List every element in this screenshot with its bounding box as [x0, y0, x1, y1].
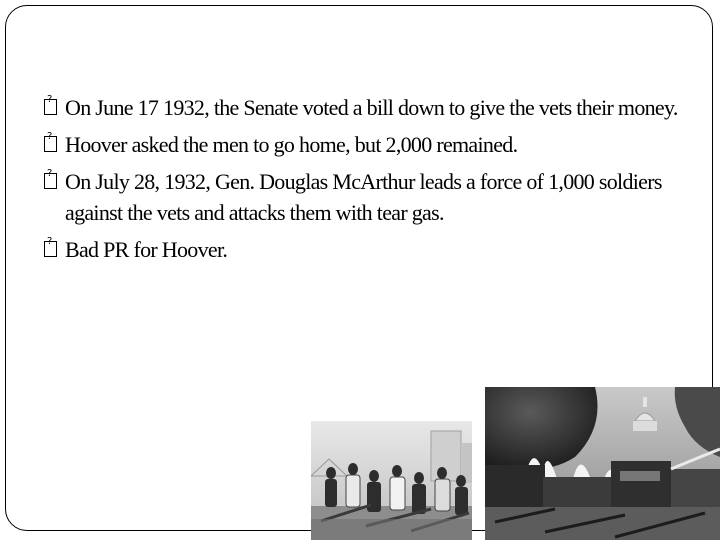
- bullet-text: Hoover asked the men to go home, but 2,000 remained.: [65, 132, 518, 157]
- burning-camp-photo: [485, 387, 720, 540]
- bullet-box-icon: [44, 136, 57, 152]
- bullet-box-icon: [44, 99, 57, 115]
- bullet-text: On July 28, 1932, Gen. Douglas McArthur leads a force of 1,000 soldiers against the vets and attacks them with tear gas.: [65, 169, 662, 225]
- bullet-list: [44, 92, 684, 271]
- bullet-box-icon: [44, 173, 57, 189]
- soldiers-photo: [311, 421, 472, 540]
- bullet-item: [44, 234, 684, 265]
- bullet-box-icon: [44, 241, 57, 257]
- bullet-text: Bad PR for Hoover.: [65, 237, 228, 262]
- bullet-item: [44, 129, 684, 160]
- bullet-item: [44, 92, 684, 123]
- bullet-text: On June 17 1932, the Senate voted a bill down to give the vets their money.: [65, 95, 678, 120]
- bullet-item: [44, 166, 684, 228]
